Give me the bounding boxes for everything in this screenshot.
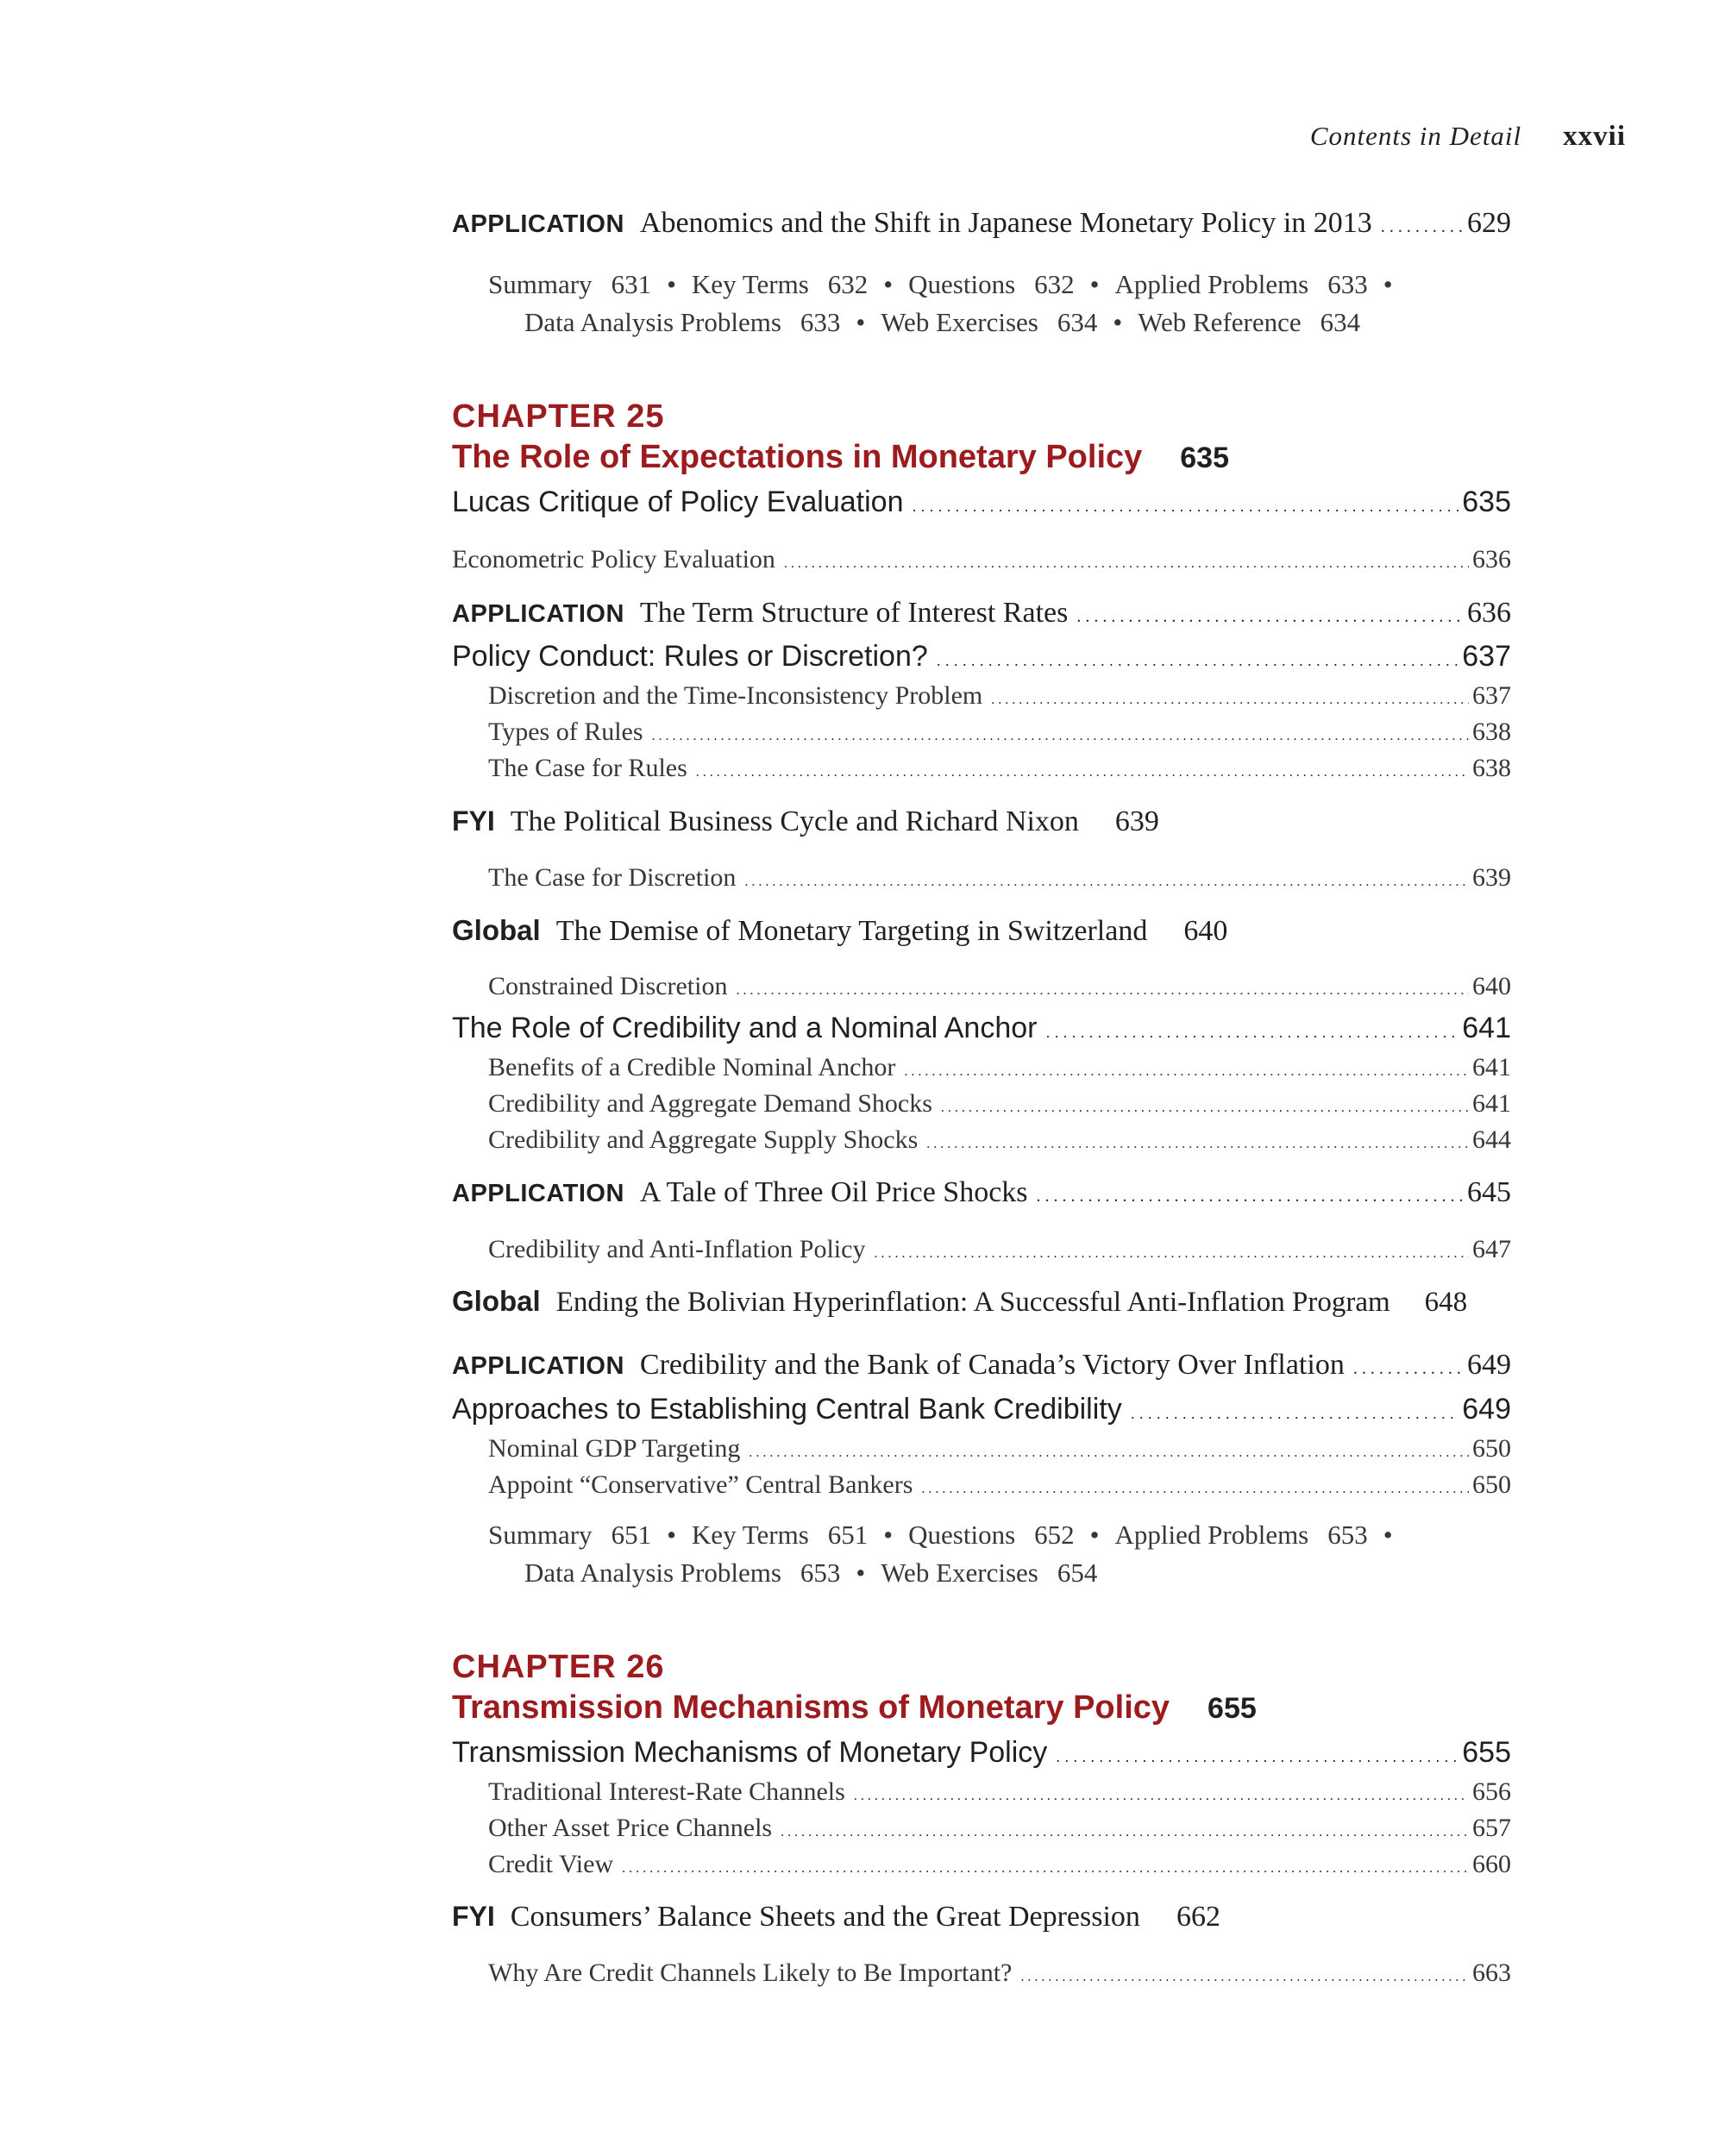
application-tag: APPLICATION bbox=[452, 1352, 624, 1380]
end-of-chapter-list: Summary 631 • Key Terms 632 • Questions 632 • Applied Problems 633 • Data Analysis Problems 633 • Web Exercises 634 • Web Reference 634 bbox=[488, 269, 1393, 337]
dot-leader bbox=[744, 874, 1469, 890]
entry-title: Credibility and Aggregate Supply Shocks bbox=[488, 1125, 919, 1154]
toc-entry-econometric-policy[interactable] bbox=[452, 545, 1511, 574]
entry-title: The Case for Discretion bbox=[488, 863, 737, 892]
dot-leader bbox=[749, 1445, 1469, 1461]
dot-leader bbox=[696, 765, 1469, 780]
toc-application-oil-shocks[interactable] bbox=[452, 1176, 1511, 1209]
eoc-item[interactable]: Questions 632 bbox=[908, 269, 1075, 299]
entry-title: The Role of Credibility and a Nominal Anchor bbox=[452, 1012, 1038, 1044]
entry-page: 641 bbox=[1472, 1089, 1511, 1118]
toc-subentry-constrained-discretion[interactable] bbox=[452, 972, 1511, 1001]
entry-page: 639 bbox=[1114, 805, 1159, 837]
entry-title: Ending the Bolivian Hyperinflation: A Successful Anti-Inflation Program bbox=[555, 1287, 1390, 1318]
entry-title: Credibility and Anti-Inflation Policy bbox=[488, 1235, 866, 1263]
dot-leader bbox=[1045, 1024, 1458, 1042]
entry-page: 649 bbox=[1462, 1393, 1511, 1426]
entry-page: 650 bbox=[1472, 1470, 1511, 1499]
eoc-item[interactable]: Summary 651 bbox=[488, 1520, 652, 1550]
page-number: xxvii bbox=[1563, 121, 1626, 152]
entry-title: Why Are Credit Channels Likely to Be Important? bbox=[488, 1959, 1013, 1987]
entry-page: 638 bbox=[1472, 718, 1511, 746]
entry-title: Types of Rules bbox=[488, 718, 643, 746]
chapter-title: Transmission Mechanisms of Monetary Policy bbox=[452, 1689, 1170, 1726]
toc-subentry-credit-view[interactable] bbox=[452, 1850, 1511, 1879]
eoc-item[interactable]: Applied Problems 653 bbox=[1114, 1520, 1368, 1550]
entry-title: Econometric Policy Evaluation bbox=[452, 545, 775, 573]
dot-leader bbox=[904, 1064, 1469, 1080]
entry-title: Credit View bbox=[488, 1850, 614, 1878]
toc-entry-lucas-critique[interactable] bbox=[452, 486, 1511, 519]
toc-global-switzerland[interactable] bbox=[452, 914, 1511, 948]
dot-leader bbox=[781, 1825, 1469, 1840]
eoc-item[interactable]: Questions 652 bbox=[908, 1520, 1075, 1550]
chapter-title: The Role of Expectations in Monetary Policy bbox=[452, 439, 1143, 475]
entry-title: Approaches to Establishing Central Bank Credibility bbox=[452, 1393, 1122, 1426]
dot-leader bbox=[913, 498, 1459, 516]
entry-page: 640 bbox=[1472, 972, 1511, 1000]
toc-subentry-types-of-rules[interactable] bbox=[452, 718, 1511, 747]
chapter-label: CHAPTER 25 bbox=[452, 398, 665, 435]
entry-title: Consumers’ Balance Sheets and the Great Depression bbox=[510, 1901, 1140, 1933]
dot-leader bbox=[784, 556, 1469, 572]
end-of-chapter-list: Summary 651 • Key Terms 651 • Questions 652 • Applied Problems 653 • Data Analysis Problems 653 • Web Exercises 654 bbox=[488, 1520, 1393, 1588]
entry-title: The Term Structure of Interest Rates bbox=[639, 597, 1069, 629]
chapter-page: 655 bbox=[1208, 1692, 1257, 1725]
toc-subentry-conservative-bankers[interactable] bbox=[452, 1470, 1511, 1500]
application-tag: APPLICATION bbox=[452, 600, 624, 628]
toc-entry-credibility-anchor[interactable] bbox=[452, 1012, 1511, 1045]
toc-entry-approaches-credibility[interactable] bbox=[452, 1393, 1511, 1426]
dot-leader bbox=[652, 729, 1469, 744]
chapter-26-heading[interactable] bbox=[452, 1649, 1511, 1727]
dot-leader bbox=[854, 1789, 1469, 1804]
entry-page: 635 bbox=[1462, 486, 1511, 518]
entry-title: The Case for Rules bbox=[488, 754, 687, 782]
dot-leader bbox=[1381, 217, 1464, 237]
eoc-item[interactable]: Key Terms 651 bbox=[691, 1520, 869, 1550]
toc-subentry-demand-shocks[interactable] bbox=[452, 1089, 1511, 1119]
eoc-item[interactable]: Web Reference 634 bbox=[1138, 307, 1361, 337]
chapter-label: CHAPTER 26 bbox=[452, 1649, 665, 1685]
entry-title: The Demise of Monetary Targeting in Switzerland bbox=[555, 915, 1148, 947]
toc-subentry-time-inconsistency[interactable] bbox=[452, 681, 1511, 711]
dot-leader bbox=[1131, 1405, 1459, 1423]
entry-page: 650 bbox=[1472, 1434, 1511, 1463]
toc-fyi-nixon[interactable] bbox=[452, 805, 1511, 838]
entry-title: Credibility and Aggregate Demand Shocks bbox=[488, 1089, 932, 1118]
entry-page: 647 bbox=[1472, 1235, 1511, 1263]
toc-subentry-case-for-rules[interactable] bbox=[452, 754, 1511, 783]
entry-page: 662 bbox=[1176, 1901, 1220, 1933]
dot-leader bbox=[736, 983, 1469, 999]
toc-subentry-anti-inflation[interactable] bbox=[452, 1235, 1511, 1264]
dot-leader bbox=[921, 1482, 1469, 1497]
entry-page: 640 bbox=[1183, 915, 1228, 947]
dot-leader bbox=[874, 1246, 1469, 1262]
toc-subentry-benefits-anchor[interactable] bbox=[452, 1053, 1511, 1082]
entry-page: 637 bbox=[1462, 640, 1511, 673]
toc-subentry-case-for-discretion[interactable] bbox=[452, 863, 1511, 893]
dot-leader bbox=[1020, 1970, 1469, 1985]
entry-title: Lucas Critique of Policy Evaluation bbox=[452, 486, 904, 518]
dot-leader bbox=[991, 693, 1469, 708]
eoc-item[interactable]: Key Terms 632 bbox=[691, 269, 869, 299]
toc-subentry-asset-price-channels[interactable] bbox=[452, 1814, 1511, 1843]
entry-title: Abenomics and the Shift in Japanese Monetary Policy in 2013 bbox=[639, 207, 1372, 239]
entry-page: 648 bbox=[1424, 1287, 1468, 1318]
entry-page: 660 bbox=[1472, 1850, 1511, 1878]
entry-title: Policy Conduct: Rules or Discretion? bbox=[452, 640, 928, 673]
entry-title: Transmission Mechanisms of Monetary Policy bbox=[452, 1736, 1048, 1769]
toc-fyi-consumers-balance-sheets[interactable] bbox=[452, 1901, 1511, 1934]
dot-leader bbox=[926, 1137, 1469, 1152]
entry-title: A Tale of Three Oil Price Shocks bbox=[639, 1176, 1028, 1208]
global-tag: Global bbox=[452, 914, 541, 946]
chapter-page: 635 bbox=[1180, 442, 1229, 474]
entry-title: Discretion and the Time-Inconsistency Problem bbox=[488, 681, 983, 710]
entry-page: 641 bbox=[1472, 1053, 1511, 1081]
running-title: Contents in Detail bbox=[1309, 121, 1522, 151]
entry-page: 637 bbox=[1472, 681, 1511, 710]
entry-page: 638 bbox=[1472, 754, 1511, 782]
entry-page: 663 bbox=[1472, 1959, 1511, 1987]
entry-page: 649 bbox=[1467, 1349, 1511, 1381]
entry-page: 655 bbox=[1462, 1736, 1511, 1769]
entry-page: 641 bbox=[1462, 1012, 1511, 1044]
entry-page: 636 bbox=[1472, 545, 1511, 573]
eoc-item[interactable]: Data Analysis Problems 633 bbox=[524, 307, 841, 337]
entry-title: Credibility and the Bank of Canada’s Victory Over Inflation bbox=[639, 1349, 1345, 1381]
entry-title: Benefits of a Credible Nominal Anchor bbox=[488, 1053, 896, 1081]
entry-page: 636 bbox=[1467, 597, 1511, 629]
dot-leader bbox=[1056, 1748, 1458, 1766]
toc-application-abenomics[interactable] bbox=[452, 207, 1511, 240]
global-tag: Global bbox=[452, 1285, 541, 1317]
eoc-item[interactable]: Applied Problems 633 bbox=[1114, 269, 1368, 299]
toc-subentry-supply-shocks[interactable] bbox=[452, 1125, 1511, 1155]
entry-title: The Political Business Cycle and Richard Nixon bbox=[510, 805, 1079, 837]
running-head bbox=[1310, 121, 1626, 153]
dot-leader bbox=[937, 652, 1458, 670]
dot-leader bbox=[1037, 1187, 1464, 1206]
toc-subentry-nominal-gdp[interactable] bbox=[452, 1434, 1511, 1463]
dot-leader bbox=[1353, 1359, 1464, 1379]
entry-title: Constrained Discretion bbox=[488, 972, 728, 1000]
toc-subentry-interest-rate-channels[interactable] bbox=[452, 1777, 1511, 1807]
toc-entry-transmission-mechanisms[interactable] bbox=[452, 1736, 1511, 1770]
entry-title: Appoint “Conservative” Central Bankers bbox=[488, 1470, 913, 1499]
entry-title: Traditional Interest-Rate Channels bbox=[488, 1777, 845, 1806]
eoc-item[interactable]: Web Exercises 654 bbox=[881, 1557, 1098, 1588]
dot-leader bbox=[1076, 607, 1464, 627]
entry-page: 656 bbox=[1472, 1777, 1511, 1806]
toc-entry-policy-conduct[interactable] bbox=[452, 640, 1511, 674]
toc-subentry-credit-channels[interactable] bbox=[452, 1959, 1511, 1988]
toc-global-bolivia[interactable] bbox=[452, 1285, 1511, 1319]
entry-title: Other Asset Price Channels bbox=[488, 1814, 773, 1842]
toc-application-canada[interactable] bbox=[452, 1349, 1511, 1382]
entry-page: 629 bbox=[1467, 207, 1511, 239]
dot-leader bbox=[622, 1861, 1469, 1877]
toc-application-term-structure[interactable] bbox=[452, 597, 1511, 630]
application-tag: APPLICATION bbox=[452, 210, 624, 238]
fyi-tag: FYI bbox=[452, 1901, 495, 1932]
fyi-tag: FYI bbox=[452, 805, 495, 837]
chapter-25-heading[interactable] bbox=[452, 398, 1511, 476]
eoc-item[interactable]: Web Exercises 634 bbox=[881, 307, 1098, 337]
entry-page: 639 bbox=[1472, 863, 1511, 892]
application-tag: APPLICATION bbox=[452, 1180, 624, 1207]
eoc-item[interactable]: Summary 631 bbox=[488, 269, 652, 299]
eoc-item[interactable]: Data Analysis Problems 653 bbox=[524, 1557, 841, 1588]
entry-page: 657 bbox=[1472, 1814, 1511, 1842]
dot-leader bbox=[941, 1100, 1469, 1116]
entry-page: 645 bbox=[1467, 1176, 1511, 1208]
entry-title: Nominal GDP Targeting bbox=[488, 1434, 741, 1463]
entry-page: 644 bbox=[1472, 1125, 1511, 1154]
